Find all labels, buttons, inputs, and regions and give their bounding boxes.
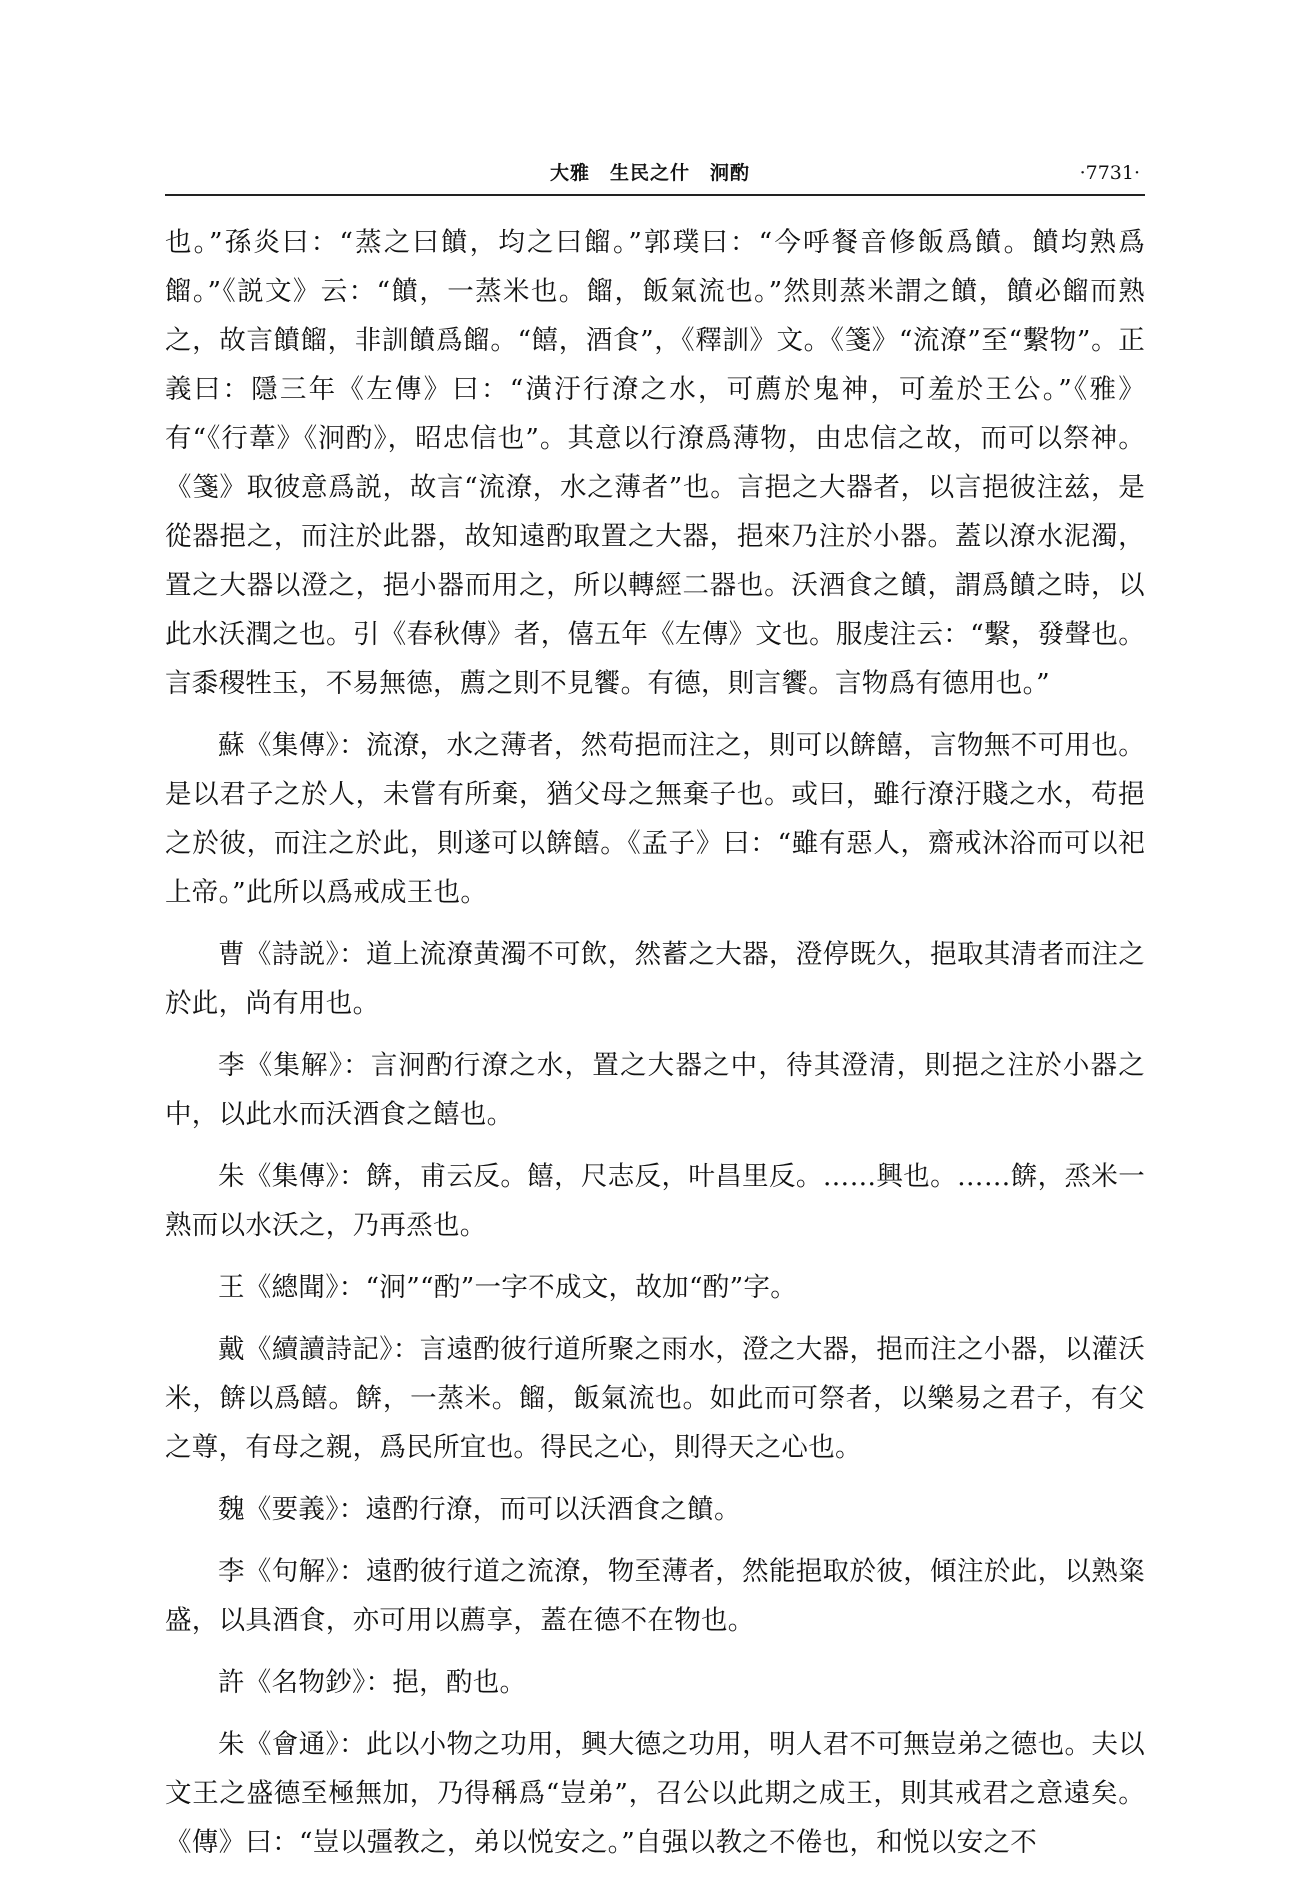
running-head: 大雅 生民之什 泂酌 (550, 162, 751, 184)
paragraph-li-jujie: 李《句解》：遠酌彼行道之流潦，物至薄者，然能挹取於彼，傾注於此，以熟粢盛，以具酒食，亦可用以薦享，蓋在德不在物也。 (165, 1556, 1145, 1636)
paragraph-cao-shishuo: 曹《詩説》：道上流潦黄濁不可飲，然蓄之大器，澄停既久，挹取其清者而注之於此，尚有用也。 (165, 939, 1145, 1019)
paragraph-xu-mingwuchao: 許《名物鈔》：挹，酌也。 (218, 1667, 527, 1698)
page-number: ·7731· (1079, 162, 1140, 184)
paragraph-zhu-huitong: 朱《會通》：此以小物之功用，興大德之功用，明人君不可無豈弟之德也。夫以文王之盛德至極無加，乃得稱爲“豈弟”，召公以此期之成王，則其戒君之意遠矣。《傳》曰：“豈以彊教之，弟以悦安之。”自强以教之不倦也，和悦以安之不 (165, 1729, 1145, 1858)
body-text (165, 218, 1145, 1880)
header-rule (165, 194, 1145, 196)
paragraph-wang-zongwen: 王《總聞》：“泂”“酌”一字不成文，故加“酌”字。 (218, 1272, 798, 1303)
paragraph-li-jijie: 李《集解》：言泂酌行潦之水，置之大器之中，待其澄清，則挹之注於小器之中，以此水而沃酒食之饎也。 (165, 1050, 1145, 1130)
paragraph-dai-xudushiji: 戴《續讀詩記》：言遠酌彼行道所聚之雨水，澄之大器，挹而注之小器，以灌沃米，餴以爲饎。餴，一蒸米。餾，飯氣流也。如此而可祭者，以樂易之君子，有父之尊，有母之親，爲民所宜也。得民之心，則得天之心也。 (165, 1334, 1145, 1463)
paragraph-wei-yaoyi: 魏《要義》：遠酌行潦，而可以沃酒食之饙。 (218, 1494, 741, 1525)
paragraph-su-jizhuan: 蘇《集傳》：流潦，水之薄者，然苟挹而注之，則可以餴饎，言物無不可用也。是以君子之於人，未嘗有所棄，猶父母之無棄子也。或曰，雖行潦汙賤之水，苟挹之於彼，而注之於此，則遂可以餴饎。《孟子》曰：“雖有惡人，齋戒沐浴而可以祀上帝。”此所以爲戒成王也。 (165, 730, 1145, 908)
paragraph-continuation: 也。”孫炎曰：“蒸之曰饙，均之曰餾。”郭璞曰：“今呼餐音修飯爲饙。饙均熟爲餾。”《説文》云：“饙，一蒸米也。餾，飯氣流也。”然則蒸米謂之饙，饙必餾而熟之，故言饙餾，非訓饙爲餾。“饎，酒食”，《釋訓》文。《箋》“流潦”至“繫物”。正義曰：隱三年《左傳》曰：“潢汙行潦之水，可薦於鬼神，可羞於王公。”《雅》有“《行葦》《泂酌》，昭忠信也”。其意以行潦爲薄物，由忠信之故，而可以祭神。《箋》取彼意爲説，故言“流潦，水之薄者”也。言挹之大器者，以言挹彼注兹，是從器挹之，而注於此器，故知遠酌取置之大器，挹來乃注於小器。蓋以潦水泥濁，置之大器以澄之，挹小器而用之，所以轉經二器也。沃酒食之饙，謂爲饙之時，以此水沃潤之也。引《春秋傳》者，僖五年《左傳》文也。服虔注云：“繫，發聲也。言黍稷牲玉，不易無德，薦之則不見饗。有德，則言饗。言物爲有德用也。” (165, 227, 1145, 699)
paragraph-zhu-jizhuan: 朱《集傳》：餴，甫云反。饎，尺志反，叶昌里反。……興也。……餴，烝米一熟而以水沃之，乃再烝也。 (165, 1161, 1145, 1241)
page-header (165, 158, 1150, 188)
